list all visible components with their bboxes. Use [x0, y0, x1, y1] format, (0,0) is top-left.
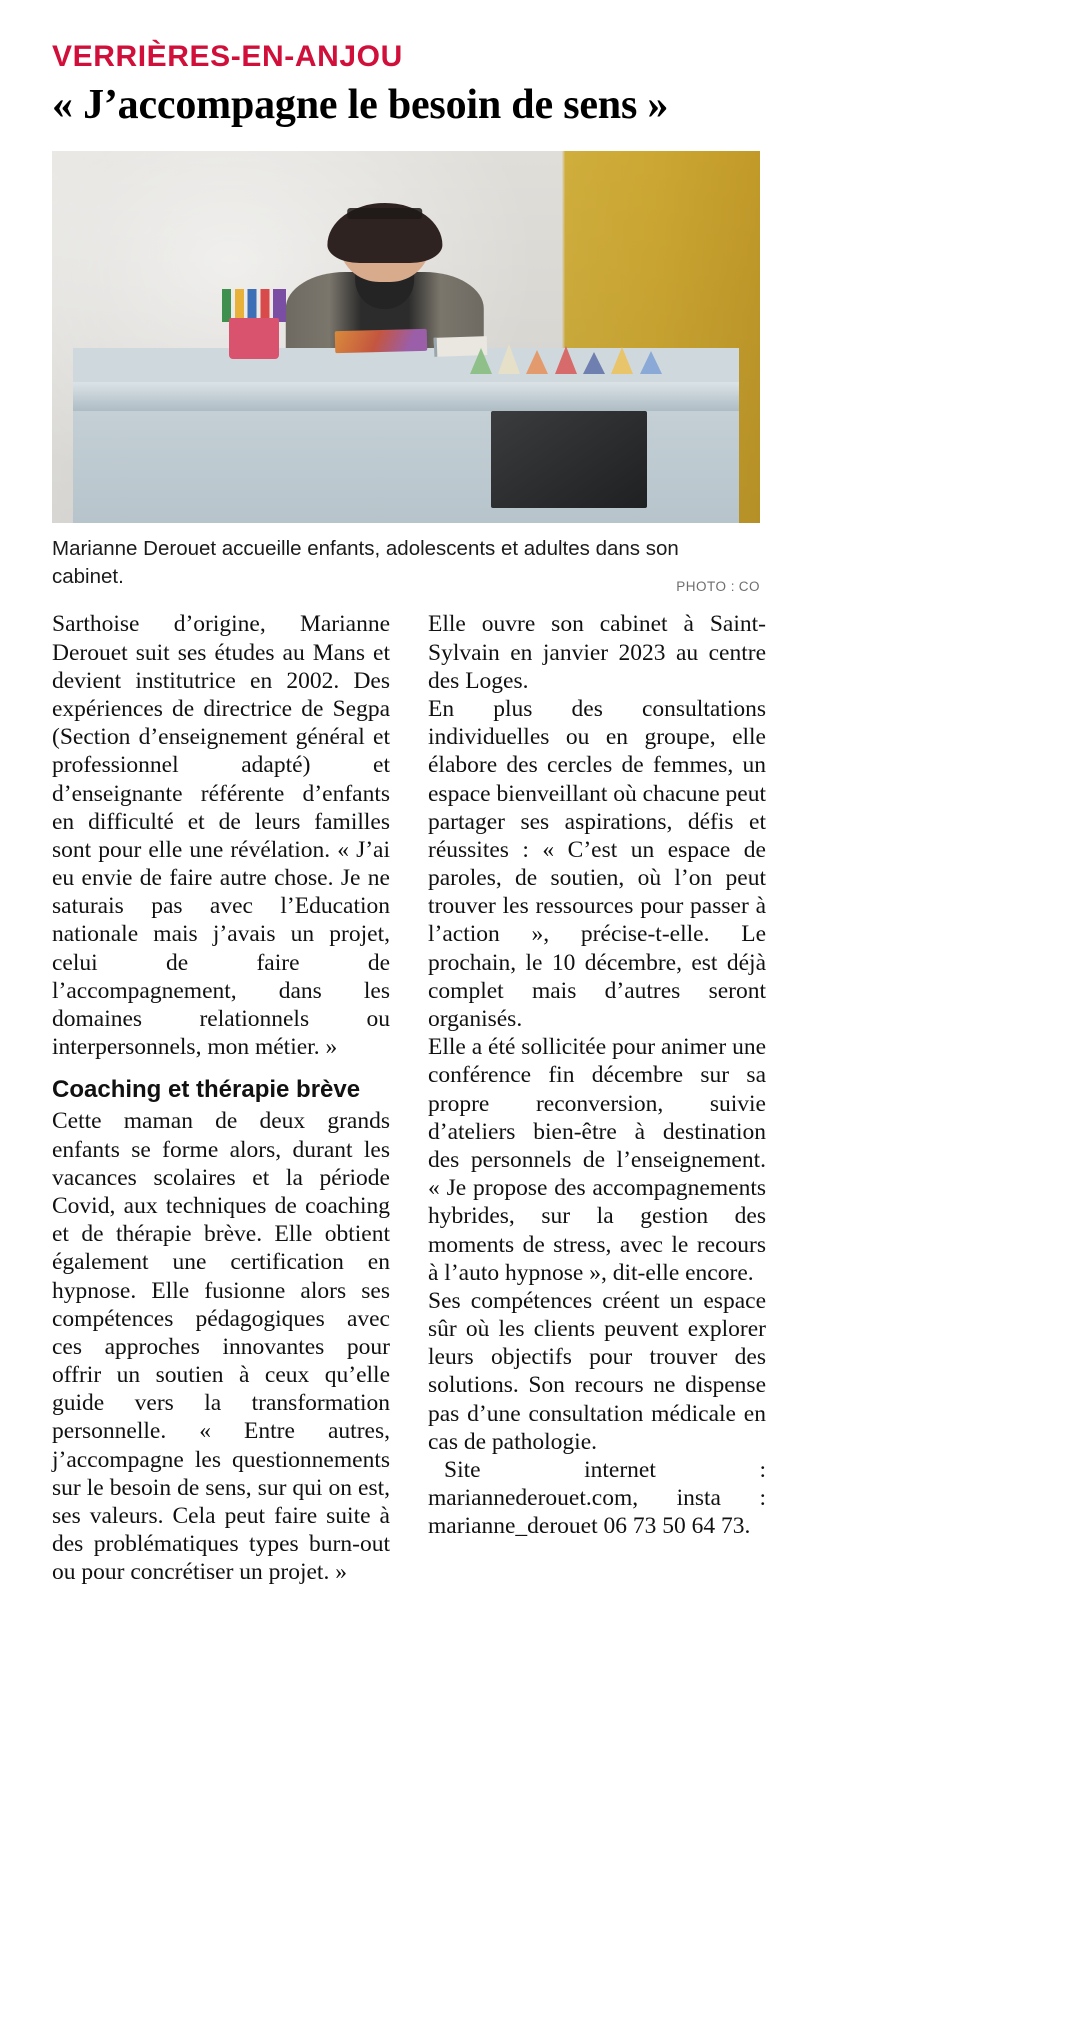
paragraph: Elle ouvre son cabinet à Saint-Sylvain en janvier 2023 au centre des Loges.	[428, 611, 766, 694]
photo-credit-value: CO	[738, 579, 760, 595]
photo-origami	[526, 350, 548, 374]
paragraph: Ses compétences créent un espace sûr où les clients peuvent explorer leurs objectifs pour trouver des solutions. Son recours ne dispense pas d’une consultation médicale en cas de pathologie.	[428, 1287, 766, 1455]
photo-origami	[498, 344, 520, 374]
paragraph: Cette maman de deux grands enfants se forme alors, durant les vacances scolaires et la période Covid, aux techniques de coaching et de thérapie brève. Elle obtient également une certification en hypnose. Elle fusionne alors ses compétences pédagogiques avec ces approches innovantes pour offrir un soutien à ceux qu’elle guide vers la transformation personnelle. « Entre autres, j’accompagne les questionnements sur le besoin de sens, sur qui on est, ses valeurs. Cela peut faire suite à des problématiques types burn-out ou pour concrétiser un projet. »	[52, 1108, 390, 1586]
photo-origami	[583, 352, 605, 374]
photo-dark-object	[491, 411, 647, 508]
paragraph: Sarthoise d’origine, Marianne Derouet suit ses études au Mans et devient institutrice en 2002. Des expériences de directrice de Segpa (Section d’enseignement général et professionnel adapté) et d’enseignante référente d’enfants en difficulté et de leurs familles sont pour elle une révélation. « J’ai eu envie de faire autre chose. Je ne saturais pas avec l’Education nationale mais j’avais un projet, celui de faire de l’accompagnement, dans les domaines relationnels ou interpersonnels, mon métier. »	[52, 611, 390, 1061]
article-column-right	[428, 610, 766, 1586]
article-column-left	[52, 610, 390, 1586]
photo-credit-label: PHOTO :	[676, 579, 736, 595]
paragraph: Elle a été sollicitée pour animer une conférence fin décembre sur sa propre reconversion, suivie d’ateliers bien-être à destination des personnels de l’enseignement. « Je propose des accompagnements hybrides, sur la gestion des moments de stress, avec le recours à l’auto hypnose », dit-elle encore.	[428, 1034, 766, 1286]
paragraph: En plus des consultations individuelles ou en groupe, elle élabore des cercles de femmes, un espace bienveillant où chacune peut partager ses aspirations, défis et réussites : « C’est un espace de paroles, de soutien, où l’on peut trouver les ressources pour passer à l’action », précise-t-elle. Le prochain, le 10 décembre, est déjà complet mais d’autres seront organisés.	[428, 695, 766, 1032]
article-subhead: Coaching et thérapie brève	[52, 1076, 361, 1104]
photo-pencil-cup	[229, 318, 279, 359]
photo-caption-block	[52, 535, 760, 595]
photo-origami	[640, 351, 662, 374]
glasses-icon	[347, 208, 422, 220]
article-kicker: VERRIÈRES-EN-ANJOU	[52, 40, 403, 73]
photo-desk-lip	[73, 382, 739, 412]
photo-pencils	[222, 289, 286, 322]
photo-book	[335, 328, 428, 353]
photo-origami	[611, 347, 633, 374]
photo-origami	[555, 346, 577, 374]
article-headline: « J’accompagne le besoin de sens »	[52, 82, 669, 128]
photo-image	[52, 151, 760, 523]
article-columns	[52, 610, 766, 1586]
photo-origami	[470, 348, 492, 374]
article-photo	[52, 151, 760, 523]
photo-caption: Marianne Derouet accueille enfants, adolescents et adultes dans son cabinet.	[52, 537, 679, 588]
article-contact: Site internet : mariannederouet.com, insta : marianne_derouet 06 73 50 64 73.	[428, 1457, 766, 1540]
photo-credit	[676, 579, 760, 594]
